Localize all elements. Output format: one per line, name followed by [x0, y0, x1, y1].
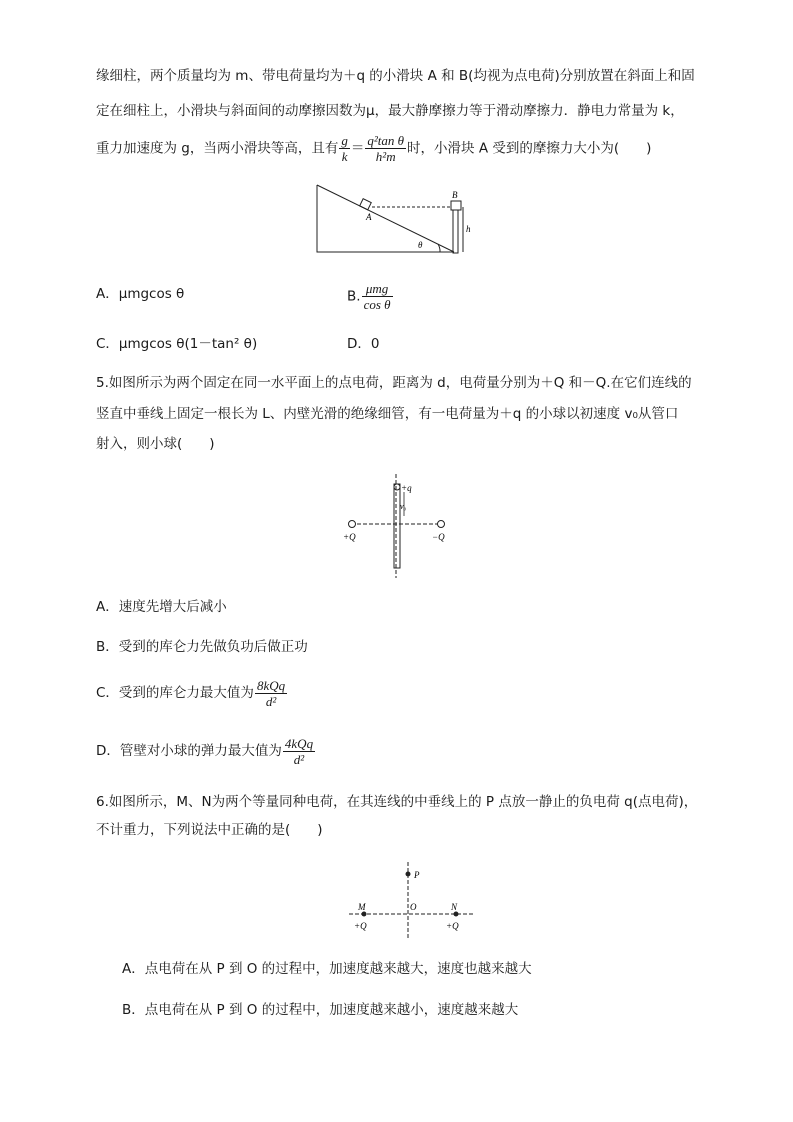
q5-option-b: B．受到的库仑力先做负功后做正功 — [96, 639, 308, 655]
q4-option-c: C．μmgcos θ(1－tan² θ) — [96, 336, 258, 352]
block-b — [451, 201, 461, 210]
q6-option-b: B．点电荷在从 P 到 O 的过程中，加速度越来越小，速度越来越大 — [122, 1002, 519, 1018]
charge-m-dot — [362, 912, 367, 917]
q6-line-2: 不计重力，下列说法中正确的是( ) — [96, 822, 323, 838]
q4-option-b-fraction — [362, 281, 393, 312]
q5-tube-figure — [340, 472, 455, 580]
q4-equals-sign: ＝ — [350, 140, 365, 157]
q4-option-d: D．0 — [347, 336, 380, 352]
incline-slope — [317, 185, 454, 252]
q4-option-b-prefix: B. — [347, 288, 361, 305]
q6-charges-figure — [345, 860, 477, 942]
q5-line-3: 射入，则小球( ) — [96, 436, 215, 452]
q4-incline-figure — [314, 182, 474, 256]
q5-line-1: 5.如图所示为两个固定在同一水平面上的点电荷，距离为 d，电荷量分别为＋Q 和－Q.在它们连线的 — [96, 375, 692, 391]
q4-line-3 — [96, 133, 651, 164]
charge-n-dot — [454, 912, 459, 917]
q4-label-h: h — [466, 224, 471, 234]
q5-label-minus-big-q: −Q — [432, 532, 445, 542]
q4-fraction-q-tan — [365, 133, 406, 164]
q5-option-a: A．速度先增大后减小 — [96, 599, 227, 615]
q6-label-plus-q-left: +Q — [354, 921, 367, 931]
q4-label-b: B — [452, 190, 458, 200]
q4-label-theta: θ — [418, 240, 423, 250]
q6-label-n: N — [451, 902, 458, 912]
charge-minus-q — [438, 521, 445, 528]
thin-pillar — [453, 210, 458, 253]
q4-option-b-denominator: cos θ — [363, 297, 391, 312]
q5-option-d — [96, 735, 316, 767]
q5-option-c-text: C．受到的库仑力最大值为 — [96, 685, 254, 701]
q4-fraction-k-denominator: k — [341, 149, 348, 164]
q5-option-c-denominator: d² — [265, 693, 277, 709]
q6-label-plus-q-right: +Q — [446, 921, 459, 931]
charge-plus-q — [349, 521, 356, 528]
q4-option-b — [347, 281, 394, 312]
q5-label-plus-q: +q — [401, 483, 412, 493]
q5-label-v0: v₀ — [400, 502, 407, 511]
q5-option-c-fraction — [255, 678, 287, 709]
q5-label-plus-big-q: +Q — [343, 532, 356, 542]
small-ball — [394, 484, 400, 490]
q5-option-d-text: D．管壁对小球的弹力最大值为 — [96, 743, 282, 759]
q6-option-a: A．点电荷在从 P 到 O 的过程中，加速度越来越大，速度也越来越大 — [122, 961, 532, 977]
q5-option-d-numerator: 4kQq — [284, 735, 314, 751]
q6-label-o: O — [410, 902, 417, 912]
q5-option-d-denominator: d² — [293, 751, 305, 767]
q5-option-c — [96, 677, 288, 709]
q5-line-2: 竖直中垂线上固定一根长为 L、内壁光滑的绝缘细管，有一电荷量为＋q 的小球以初速度 v₀从管口 — [96, 406, 679, 422]
q4-line-3-prefix: 重力加速度为 g，当两小滑块等高，且有 — [96, 140, 339, 157]
q4-line-1: 缘细柱，两个质量均为 m、带电荷量均为＋q 的小滑块 A 和 B(均视为点电荷)分别放置在斜面上和固 — [96, 68, 695, 84]
q4-line-2: 定在细柱上，小滑块与斜面间的动摩擦因数为μ，最大静摩擦力等于滑动摩擦力．静电力常量为 k， — [96, 103, 684, 119]
q4-fraction-h-m-denominator: h²m — [375, 149, 396, 164]
point-p-dot — [406, 872, 411, 877]
q5-option-c-numerator: 8kQq — [256, 677, 286, 693]
thin-tube — [394, 484, 400, 568]
q4-fraction-g-numerator: g — [341, 133, 348, 148]
q4-option-a: A．μmgcos θ — [96, 286, 185, 302]
q4-fraction-q-tan-numerator: q²tan θ — [367, 133, 405, 148]
q6-label-p: P — [414, 870, 420, 880]
q5-option-d-fraction — [283, 736, 315, 767]
q4-label-a: A — [366, 212, 372, 222]
block-a — [360, 199, 372, 210]
q4-line-3-suffix: 时，小滑块 A 受到的摩擦力大小为( ) — [407, 140, 652, 157]
q6-label-m: M — [358, 902, 366, 912]
q4-option-b-numerator: μmg — [362, 281, 393, 297]
q4-fraction-g-over-k — [339, 133, 350, 164]
q6-line-1: 6.如图所示，M、N为两个等量同种电荷，在其连线的中垂线上的 P 点放一静止的负电荷 q(点电荷)， — [96, 794, 698, 810]
